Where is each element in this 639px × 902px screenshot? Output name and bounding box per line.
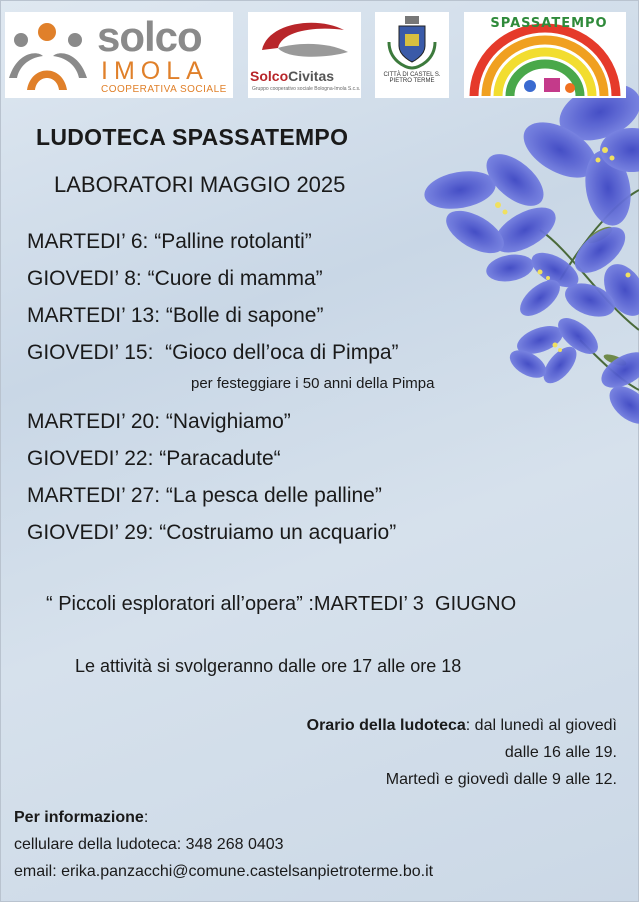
solco-tagline: COOPERATIVA SOCIALE [101, 84, 227, 95]
page-subtitle: LABORATORI MAGGIO 2025 [54, 172, 346, 197]
lab-item [27, 339, 399, 376]
page-title: LUDOTECA SPASSATEMPO [36, 124, 349, 150]
lab-day: MARTEDI’ 13: [27, 304, 161, 327]
lab-day: MARTEDI’ 20: [27, 410, 161, 433]
lab-item [27, 408, 399, 445]
civitas-word-a: Solco [250, 68, 289, 84]
lab-name: “Palline rotolanti” [154, 230, 312, 253]
lab-day: GIOVEDI’ 15: [27, 341, 154, 364]
solco-civitas-logo [248, 12, 361, 98]
civitas-word-b: Civitas [288, 68, 335, 84]
solco-imola-logo [5, 12, 233, 98]
spassatempo-logo [464, 12, 626, 98]
comune-logo [375, 12, 449, 98]
special-event: “ Piccoli esploratori all’opera” :MARTEDI’ 3 GIUGNO [46, 593, 517, 615]
opening-hours-label: Orario della ludoteca [306, 717, 466, 734]
solco-city: IMOLA [101, 57, 209, 85]
lab-day: GIOVEDI’ 22: [27, 447, 154, 470]
solco-name: solco [97, 13, 202, 60]
civitas-wordmark [250, 68, 334, 84]
activity-hours: Le attività si svolgeranno dalle ore 17 alle ore 18 [75, 656, 462, 676]
lab-note: per festeggiare i 50 anni della Pimpa [191, 375, 435, 392]
lab-schedule [27, 228, 399, 556]
civitas-subtitle: Gruppo cooperativo sociale Bologna-Imola S.c.s. [252, 86, 361, 92]
lab-name: “La pesca delle palline” [165, 484, 382, 507]
lab-day: MARTEDI’ 6: [27, 230, 149, 253]
contact-title: Per informazione [14, 809, 144, 826]
lab-name: “Gioco dell’oca di Pimpa” [159, 341, 399, 364]
contact-email[interactable]: email: erika.panzacchi@comune.castelsanpietroterme.bo.it [14, 863, 434, 880]
opening-hours-line2: dalle 16 alle 19. [504, 744, 617, 761]
lab-day: MARTEDI’ 27: [27, 484, 161, 507]
lab-name: “Navighiamo” [165, 410, 291, 433]
opening-hours-line3: Martedì e giovedì dalle 9 alle 12. [385, 771, 617, 788]
solco-people-icon [7, 12, 93, 98]
lab-day: GIOVEDI’ 29: [27, 521, 154, 544]
civitas-mark-icon [248, 12, 361, 68]
contact-info [14, 804, 433, 885]
contact-heading: Per informazione: [14, 809, 149, 826]
lab-name: “Costruiamo un acquario” [159, 521, 397, 544]
lab-item [27, 265, 399, 302]
opening-hours [307, 712, 617, 793]
lab-name: “Paracadute“ [159, 447, 281, 470]
spassatempo-wordmark: SPASSATEMPO [490, 16, 608, 31]
lab-item [27, 302, 399, 339]
lab-item [27, 445, 399, 482]
lab-item [27, 519, 399, 556]
lab-name: “Cuore di mamma” [147, 267, 323, 290]
lab-item [27, 482, 399, 519]
lab-item [27, 228, 399, 265]
comune-name: CITTÀ DI CASTEL S. PIETRO TERME [383, 72, 441, 84]
lab-name: “Bolle di sapone” [165, 304, 324, 327]
contact-phone: cellulare della ludoteca: 348 268 0403 [14, 836, 284, 853]
coat-of-arms-icon [375, 12, 449, 72]
lab-day: GIOVEDI’ 8: [27, 267, 142, 290]
opening-hours-line1: Orario della ludoteca: dal lunedì al giovedì [306, 717, 617, 734]
